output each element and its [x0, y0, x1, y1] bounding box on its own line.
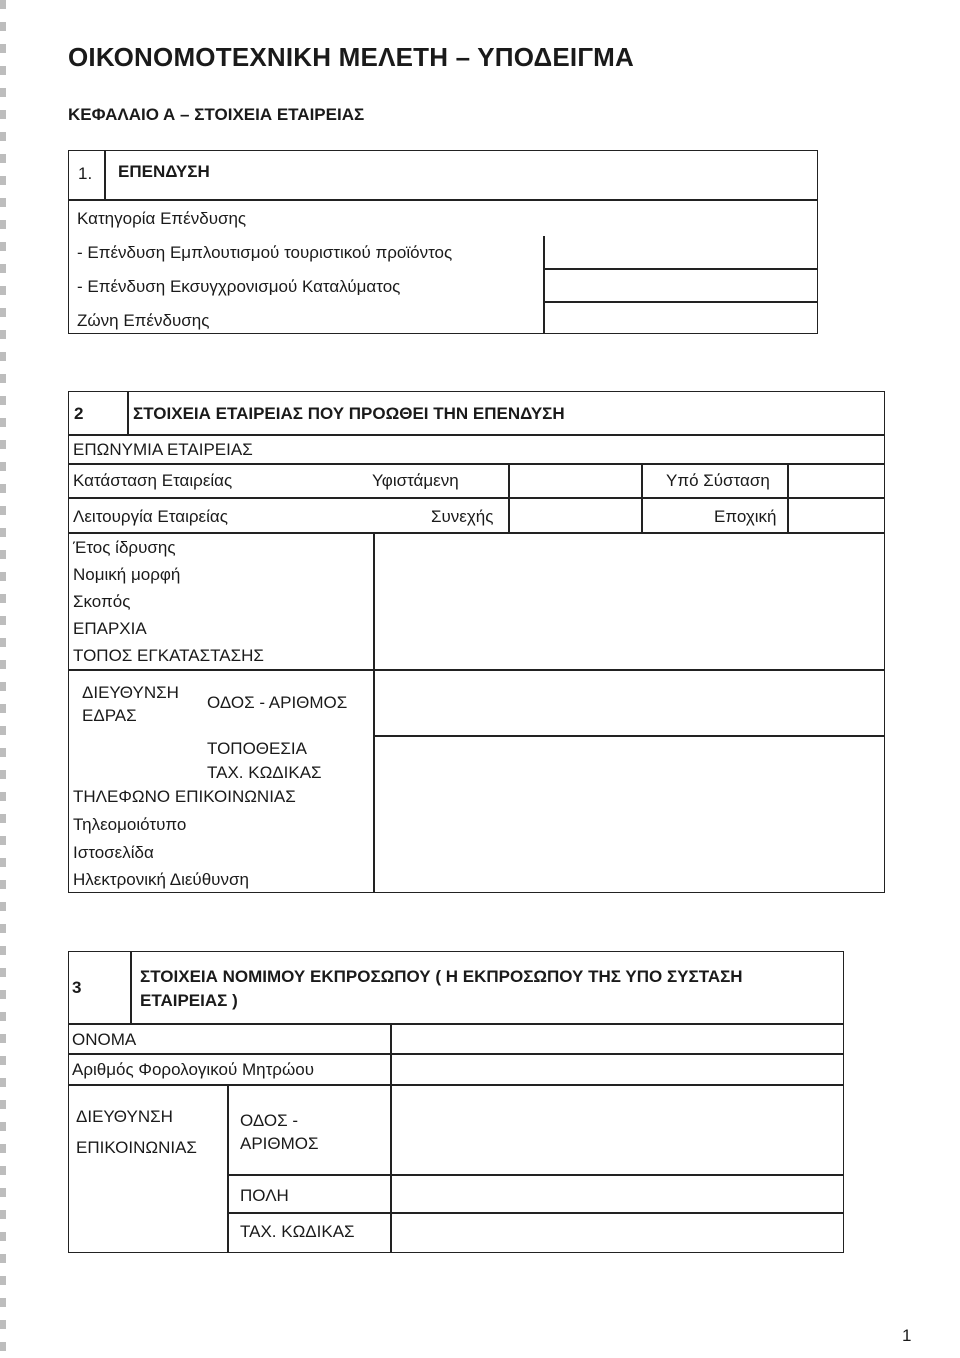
option-modernization-investment: - Επένδυση Εκσυγχρονισμού Καταλύματος — [77, 277, 401, 296]
hq-address-label-line2: ΕΔΡΑΣ — [82, 706, 137, 725]
operation-continuous-option: Συνεχής — [431, 507, 494, 526]
installation-place-label: ΤΟΠΟΣ ΕΓΚΑΤΑΣΤΑΣΗΣ — [73, 646, 264, 665]
representative-name-label: ΟΝΟΜΑ — [72, 1030, 137, 1049]
hq-location-label: ΤΟΠΟΘΕΣΙΑ — [207, 739, 307, 758]
section-2-option-divider-1 — [508, 463, 510, 533]
section-1-number-divider — [104, 150, 106, 200]
document-title: ΟΙΚΟΝΟΜΟΤΕΧΝΙΚΗ ΜΕΛΕΤΗ – ΥΠΟΔΕΙΓΜΑ — [68, 42, 635, 72]
section-2-number-divider — [127, 391, 129, 435]
operation-seasonal-option: Εποχική — [714, 507, 777, 526]
tax-id-label: Αριθμός Φορολογικού Μητρώου — [72, 1060, 314, 1079]
section-3-number: 3 — [72, 978, 82, 997]
contact-phone-label: ΤΗΛΕΦΩΝΟ ΕΠΙΚΟΙΝΩΝΙΑΣ — [73, 787, 296, 806]
section-2-row-line — [68, 669, 885, 671]
company-operation-label: Λειτουργία Εταιρείας — [73, 507, 228, 526]
email-label: Ηλεκτρονική Διεύθυνση — [73, 870, 249, 889]
contact-address-label-line2: ΕΠΙΚΟΙΝΩΝΙΑΣ — [76, 1138, 197, 1157]
option-enrichment-investment: - Επένδυση Εμπλουτισμού τουριστικού προϊόντος — [77, 243, 453, 262]
investment-category-label: Κατηγορία Επένδυσης — [77, 209, 247, 228]
founding-year-label: Έτος ίδρυσης — [73, 538, 176, 557]
purpose-label: Σκοπός — [73, 592, 131, 611]
fax-label: Τηλεομοιότυπο — [73, 815, 187, 834]
section-1-value-row-line-2 — [543, 301, 818, 303]
section-2-row-line — [373, 735, 885, 737]
section-2-number: 2 — [74, 404, 84, 423]
section-3-heading-line1: ΣΤΟΙΧΕΙΑ ΝΟΜΙΜΟΥ ΕΚΠΡΟΣΩΠΟΥ ( Η ΕΚΠΡΟΣΩΠΟΥ ΤΗΣ ΥΠΟ ΣΥΣΤΑΣΗ — [140, 967, 743, 986]
section-3-number-divider — [130, 951, 132, 1024]
section-1-value-row-line-1 — [543, 268, 818, 270]
hq-address-label-line1: ΔΙΕΥΘΥΝΣΗ — [82, 683, 179, 702]
section-2-header-divider — [68, 434, 885, 436]
rep-street-number-label-line1: ΟΔΟΣ - — [240, 1111, 298, 1130]
hq-street-number-label: ΟΔΟΣ - ΑΡΙΘΜΟΣ — [207, 693, 348, 712]
status-under-formation-option: Υπό Σύσταση — [666, 471, 770, 490]
section-2-row-line — [68, 463, 885, 465]
binding-edge-ticks — [0, 0, 6, 1358]
section-1-header-divider — [68, 199, 818, 201]
company-status-label: Κατάσταση Εταιρείας — [73, 471, 233, 490]
section-3-heading-line2: ΕΤΑΙΡΕΙΑΣ ) — [140, 991, 238, 1010]
hq-postal-code-label: ΤΑΧ. ΚΩΔΙΚΑΣ — [207, 763, 322, 782]
rep-postal-code-label: ΤΑΧ. ΚΩΔΙΚΑΣ — [240, 1222, 355, 1241]
section-2-frame — [68, 391, 885, 893]
section-3-row-line — [68, 1053, 844, 1055]
rep-city-label: ΠΟΛΗ — [240, 1186, 289, 1205]
rep-street-number-label-line2: ΑΡΙΘΜΟΣ — [240, 1134, 319, 1153]
section-2-value-divider — [373, 532, 375, 893]
contact-address-label-line1: ΔΙΕΥΘΥΝΣΗ — [76, 1107, 173, 1126]
section-2-row-line — [68, 497, 885, 499]
section-3-sublabel-divider — [227, 1084, 229, 1253]
section-3-value-divider — [390, 1023, 392, 1253]
chapter-heading: ΚΕΦΑΛΑΙΟ Α – ΣΤΟΙΧΕΙΑ ΕΤΑΙΡΕΙΑΣ — [68, 105, 365, 124]
page-number: 1 — [902, 1326, 912, 1345]
section-3-row-line — [227, 1212, 844, 1214]
section-2-row-line — [68, 532, 885, 534]
section-3-header-divider — [68, 1023, 844, 1025]
province-label: ΕΠΑΡΧΙΑ — [73, 619, 147, 638]
section-1-heading: ΕΠΕΝΔΥΣΗ — [118, 162, 210, 181]
company-name-label: ΕΠΩΝΥΜΙΑ ΕΤΑΙΡΕΙΑΣ — [73, 440, 253, 459]
section-3-row-line — [68, 1084, 844, 1086]
section-2-heading: ΣΤΟΙΧΕΙΑ ΕΤΑΙΡΕΙΑΣ ΠΟΥ ΠΡΟΩΘΕΙ ΤΗΝ ΕΠΕΝΔΥΣΗ — [133, 404, 565, 423]
section-2-option-divider-2 — [641, 463, 643, 533]
section-1-value-divider — [543, 236, 545, 334]
website-label: Ιστοσελίδα — [73, 843, 154, 862]
legal-form-label: Νομική μορφή — [73, 565, 181, 584]
status-existing-option: Υφιστάμενη — [372, 471, 459, 490]
section-1-number: 1. — [78, 164, 93, 183]
investment-zone-label: Ζώνη Επένδυσης — [77, 311, 210, 330]
section-2-option-divider-3 — [787, 463, 789, 533]
section-3-row-line — [227, 1174, 844, 1176]
